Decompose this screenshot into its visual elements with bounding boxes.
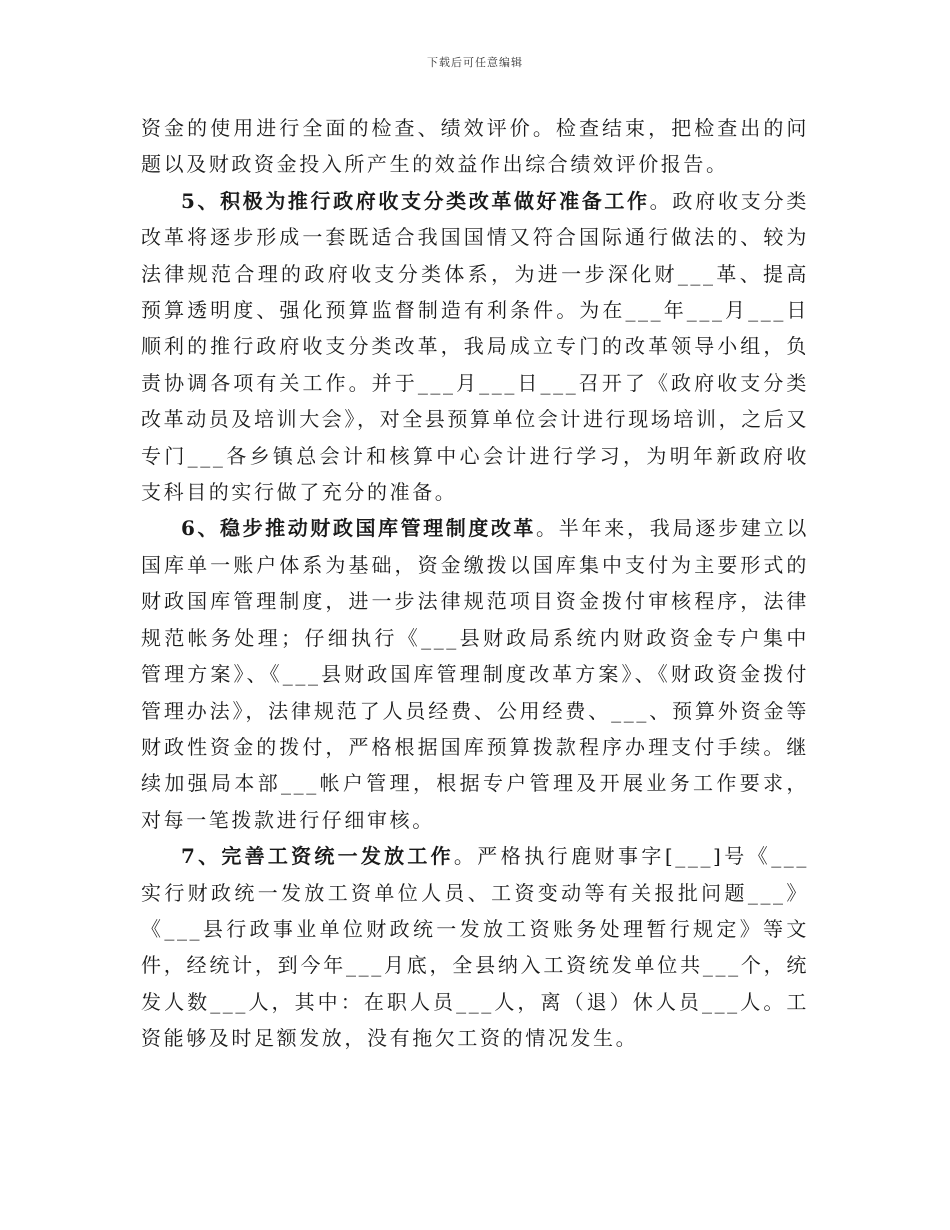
paragraph-section-5 [141, 183, 809, 511]
section-heading: 5、积极为推行政府收支分类改革做好准备工作 [181, 188, 650, 213]
paragraph-section-6 [141, 510, 809, 838]
document-body [141, 110, 809, 1057]
page-header: 下载后可任意编辑 [427, 56, 523, 69]
paragraph-body: 。半年来，我局逐步建立以国库单一账户体系为基础，资金缴拨以国库集中支付为主要形式的财政国库管理制度，进一步法律规范项目资金拨付审核程序，法律规范帐务处理；仔细执行《___县财政局系统内财政资金专户集中管理方案》、《___县财政国库管理制度改革方案》、《财政资金拨付管理办法》，法律规范了人员经费、公用经费、___、预算外资金等财政性资金的拨付，严格根据国库预算拨款程序办理支付手续。继续加强局本部___帐户管理，根据专户管理及开展业务工作要求，对每一笔拨款进行仔细审核。 [141, 516, 809, 832]
section-heading: 6、稳步推动财政国库管理制度改革 [181, 516, 536, 541]
paragraph-body: 。严格执行鹿财事字[___]号《___实行财政统一发放工资单位人员、工资变动等有关报批问题___》《___县行政事业单位财政统一发放工资账务处理暂行规定》等文件，经统计，到今年___月底，全县纳入工资统发单位共___个，统发人数___人，其中：在职人员___人，离（退）休人员___人。工资能够及时足额发放，没有拖欠工资的情况发生。 [141, 844, 809, 1051]
paragraph-continuation [141, 110, 809, 183]
paragraph-body: 资金的使用进行全面的检查、绩效评价。检查结束，把检查出的问题以及财政资金投入所产生的效益作出综合绩效评价报告。 [141, 116, 809, 177]
paragraph-section-7 [141, 838, 809, 1056]
section-heading: 7、完善工资统一发放工作 [181, 844, 454, 869]
paragraph-body: 。政府收支分类改革将逐步形成一套既适合我国国情又符合国际通行做法的、较为法律规范合理的政府收支分类体系，为进一步深化财___革、提高预算透明度、强化预算监督制造有利条件。为在___年___月___日顺利的推行政府收支分类改革，我局成立专门的改革领导小组，负责协调各项有关工作。并于___月___日___召开了《政府收支分类改革动员及培训大会》，对全县预算单位会计进行现场培训，之后又专门___各乡镇总会计和核算中心会计进行学习，为明年新政府收支科目的实行做了充分的准备。 [141, 188, 809, 505]
